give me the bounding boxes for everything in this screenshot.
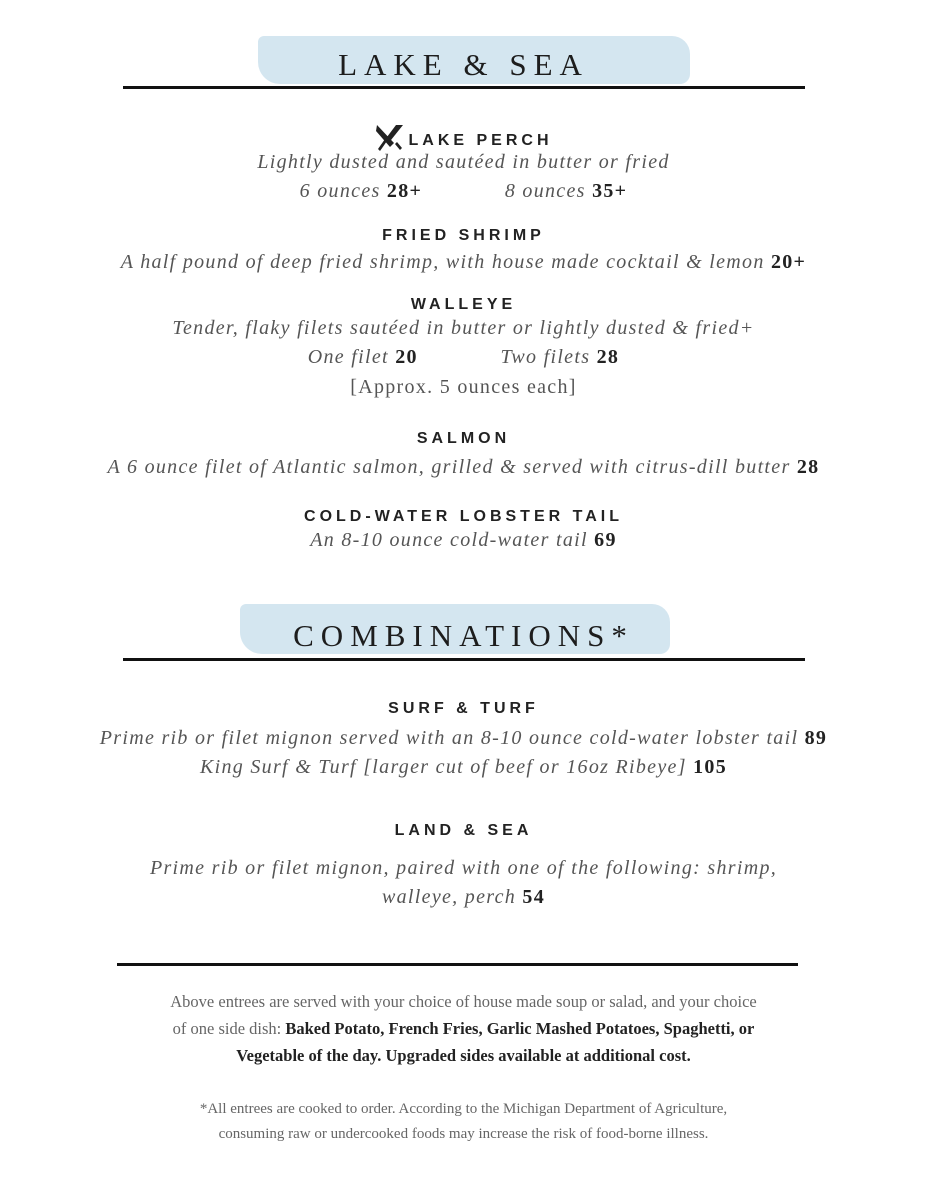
item-name: LAKE PERCH xyxy=(408,132,553,150)
option-label: One filet xyxy=(307,346,389,368)
footer-disclaimer: consuming raw or undercooked foods may increase the risk of food-borne illness. xyxy=(218,1126,709,1142)
item-price: 89 xyxy=(804,727,828,749)
footer-sides-line: Above entrees are served with your choice of house made soup or salad, and your choice xyxy=(170,992,757,1011)
footer-divider xyxy=(117,963,798,966)
menu-item-lobster-tail: COLD-WATER LOBSTER TAIL xyxy=(304,508,623,525)
menu-item-salmon: SALMON xyxy=(416,430,511,447)
footer-sides-list: Vegetable of the day. Upgraded sides available at additional cost. xyxy=(236,1046,691,1065)
menu-item-walleye: WALLEYE xyxy=(410,296,517,313)
option-price: 35+ xyxy=(592,180,628,202)
option-label: 8 ounces xyxy=(504,180,586,202)
item-price: 54 xyxy=(522,886,545,908)
footer-sides-line xyxy=(0,1018,927,1040)
description-text: King Surf & Turf [larger cut of beef or 16oz Ribeye] xyxy=(199,756,687,778)
description-text: Prime rib or filet mignon served with an 8-10 ounce cold-water lobster tail xyxy=(99,727,799,749)
option-price: 28 xyxy=(596,346,620,368)
description-text: A half pound of deep fried shrimp, with house made cocktail & lemon xyxy=(120,251,765,273)
item-price-options xyxy=(0,179,927,203)
section-divider xyxy=(123,86,805,89)
menu-item-land-sea: LAND & SEA xyxy=(394,822,533,839)
item-description xyxy=(0,528,927,552)
item-price: 105 xyxy=(693,756,728,778)
item-description: Lightly dusted and sautéed in butter or fried xyxy=(257,151,670,173)
option-price: 28+ xyxy=(386,180,423,202)
footer-sides-line xyxy=(0,1045,927,1067)
menu-item-fried-shrimp: FRIED SHRIMP xyxy=(382,227,545,244)
section-divider xyxy=(123,658,805,661)
footer-disclaimer: *All entrees are cooked to order. According to the Michigan Department of Agriculture, xyxy=(199,1101,728,1117)
footer-text: of one side dish: xyxy=(172,1019,282,1038)
section-title-lake-sea: LAKE & SEA xyxy=(338,47,589,82)
item-description xyxy=(0,455,927,479)
option-label: 6 ounces xyxy=(299,180,381,202)
item-note: [Approx. 5 ounces each] xyxy=(350,376,577,398)
item-description xyxy=(0,755,927,779)
item-description: Prime rib or filet mignon, paired with one of the following: shrimp, xyxy=(149,857,778,879)
item-description xyxy=(0,885,927,909)
item-price: 20+ xyxy=(770,251,807,273)
footer-sides-list: Baked Potato, French Fries, Garlic Mashed Potatoes, Spaghetti, or xyxy=(285,1019,755,1038)
item-description xyxy=(0,250,927,274)
item-price-options xyxy=(0,345,927,369)
option-label: Two filets xyxy=(500,346,591,368)
item-price: 69 xyxy=(594,529,617,551)
menu-item-surf-turf: SURF & TURF xyxy=(388,700,539,717)
description-text: A 6 ounce filet of Atlantic salmon, grilled & served with citrus-dill butter xyxy=(107,456,791,478)
description-text: An 8-10 ounce cold-water tail xyxy=(310,529,588,551)
item-description: Tender, flaky filets sautéed in butter or lightly dusted & fried+ xyxy=(172,317,755,339)
description-text: walleye, perch xyxy=(381,886,517,908)
item-description xyxy=(0,726,927,750)
option-price: 20 xyxy=(395,346,418,368)
item-price: 28 xyxy=(796,456,820,478)
section-title-combinations: COMBINATIONS* xyxy=(293,618,634,653)
